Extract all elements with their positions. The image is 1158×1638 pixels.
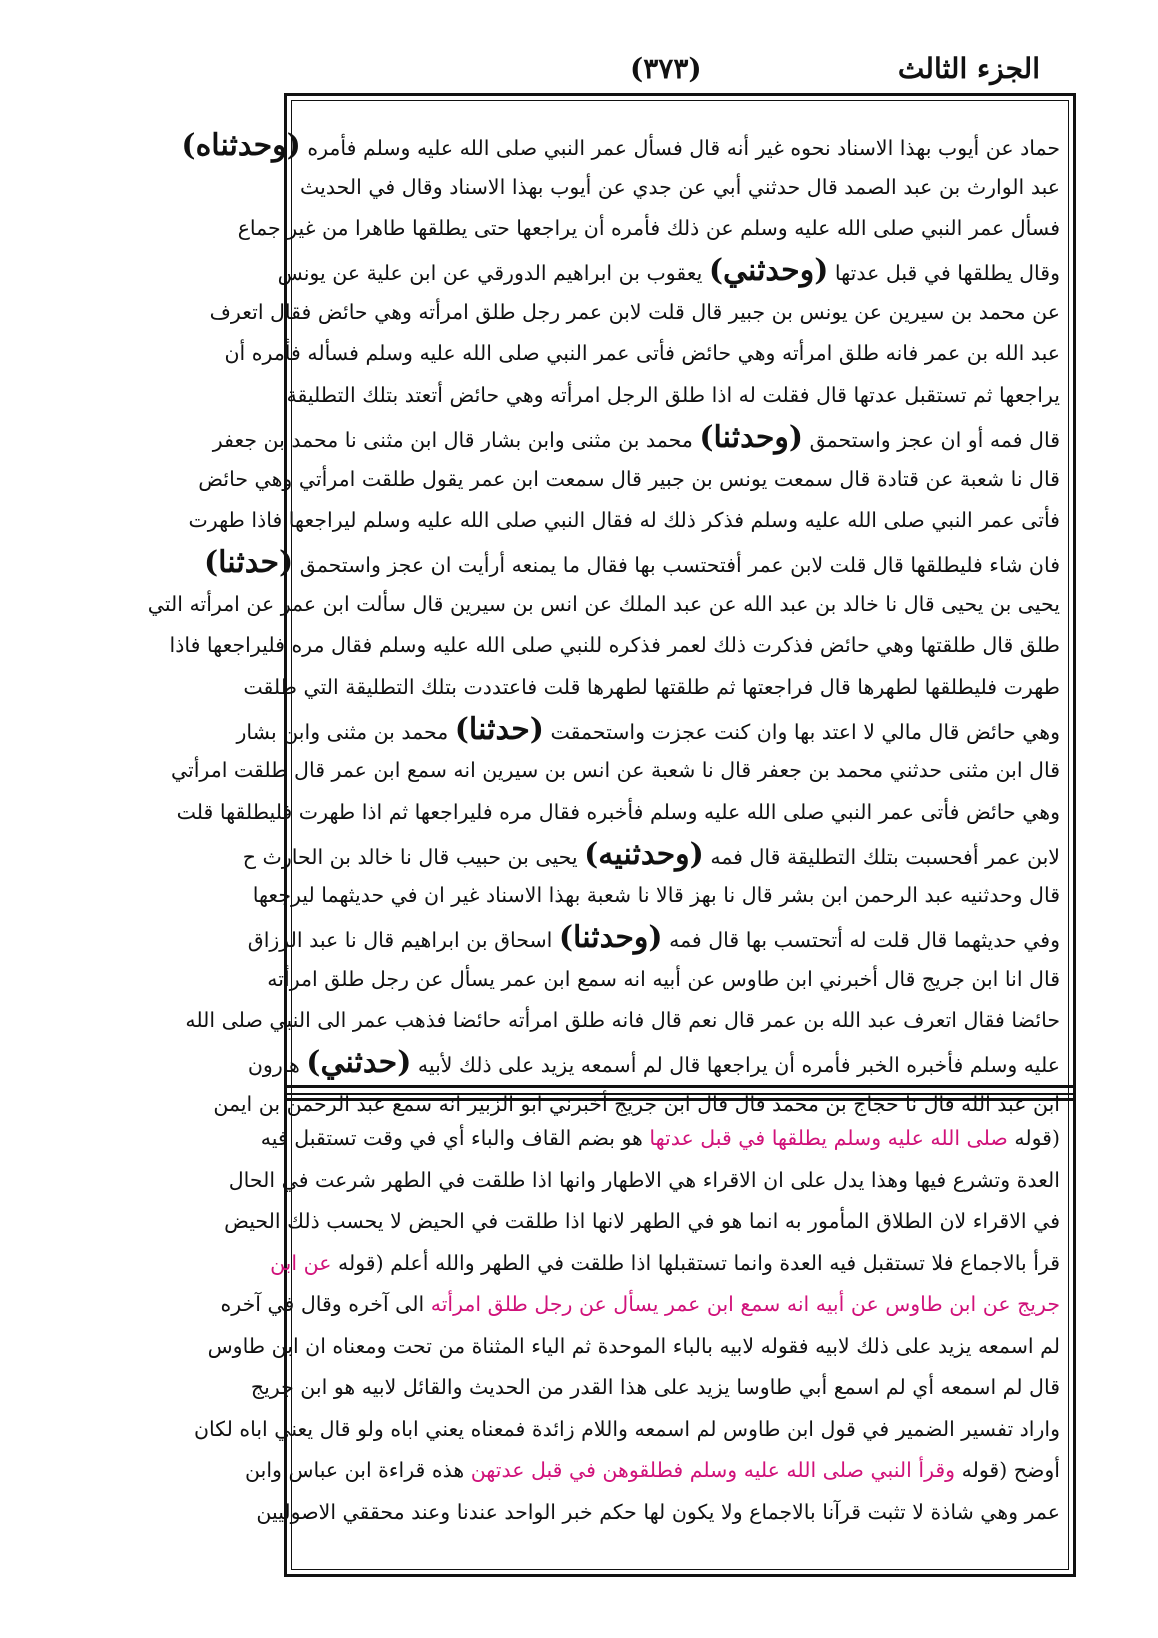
- hadith-line: [243, 667, 1060, 709]
- hadith-line: [185, 1000, 1060, 1042]
- narration-marker: (وحدثنيه): [584, 836, 704, 872]
- text-segment: اسحاق بن ابراهيم قال نا عبد الرزاق: [247, 928, 559, 953]
- hadith-line: [242, 834, 1060, 876]
- narration-marker: (حدثنا): [203, 544, 294, 580]
- page-header: [290, 52, 1080, 92]
- narration-marker: (وحدثناه): [181, 128, 301, 163]
- narration-marker: (وحدثني): [708, 253, 829, 289]
- text-segment: أوضح (قوله: [955, 1458, 1060, 1482]
- commentary-line: [245, 1450, 1060, 1492]
- text-segment: وهي حائض قال مالي لا اعتد بها وان كنت عجزت واستحمقت: [543, 719, 1060, 744]
- text-segment: عليه وسلم فأخبره الخبر فأمره أن يراجعها قال لم أسمعه يزيد على ذلك لأبيه: [411, 1053, 1060, 1078]
- hadith-line: [188, 500, 1060, 542]
- text-segment: قال ابن مثنى حدثني محمد بن جعفر قال نا شعبة عن انس بن سيرين انه سمع ابن عمر قال طلقت امرأتي: [170, 758, 1060, 783]
- text-segment: محمد بن مثنى وابن بشار: [236, 719, 455, 744]
- hadith-line: [212, 417, 1060, 459]
- hadith-text: [147, 125, 1060, 1126]
- text-segment: ابن عبد الله قال نا حجاج بن محمد قال قال ابن جريج أخبرني ابو الزبير انه سمع عبد الرحمن بن ايمن: [213, 1091, 1060, 1116]
- narration-marker: (وحدثنا): [558, 920, 663, 956]
- text-segment: وقال يطلقها في قبل عدتها: [828, 261, 1060, 286]
- quoted-text: عن ابن: [270, 1250, 332, 1275]
- text-segment: هذه قراءة ابن عباس وابن: [245, 1458, 471, 1482]
- commentary-line: [224, 1201, 1060, 1243]
- narration-marker: (حدثني): [306, 1045, 412, 1081]
- volume-title: الجزء الثالث: [897, 52, 1040, 85]
- quoted-text: صلى الله عليه وسلم يطلقها في قبل عدتها: [649, 1126, 1008, 1150]
- hadith-line: [176, 792, 1060, 834]
- hadith-line: [286, 375, 1060, 417]
- text-segment: هو بضم القاف والباء أي في وقت تستقبل فيه: [260, 1126, 650, 1150]
- quoted-text: وقرأ النبي صلى الله عليه وسلم فطلقوهن في قبل عدتهن: [470, 1458, 956, 1482]
- commentary-line: [270, 1243, 1060, 1285]
- text-segment: يحيى بن حبيب قال نا خالد بن الحارث ح: [242, 844, 585, 869]
- page-number: (٣٧٣): [630, 52, 702, 85]
- text-segment: عبد الوارث بن عبد الصمد قال حدثني أبي عن جدي عن أيوب بهذا الاسناد وقال في الحديث: [300, 174, 1060, 199]
- hadith-line: [237, 208, 1060, 250]
- commentary-line: [193, 1409, 1060, 1451]
- commentary-text: [193, 1118, 1060, 1533]
- text-segment: يراجعها ثم تستقبل عدتها قال فقلت له اذا طلق الرجل امرأته وهي حائض أتعتد بتلك التطليقة: [286, 383, 1060, 408]
- text-segment: قال انا ابن جريج قال أخبرني ابن طاوس عن أبيه انه سمع ابن عمر يسأل عن رجل طلق امرأته: [267, 966, 1060, 991]
- text-segment: حائضا فقال اتعرف عبد الله بن عمر قال نعم قال فانه طلق امرأته حائضا فذهب عمر الى النبي صلى الله: [185, 1008, 1060, 1033]
- commentary-line: [228, 1160, 1060, 1202]
- hadith-line: [247, 917, 1060, 959]
- text-segment: فسأل عمر النبي صلى الله عليه وسلم عن ذلك فأمره أن يراجعها حتى يطلقها طاهرا من غير جماع: [237, 216, 1060, 241]
- text-segment: لم اسمعه يزيد على ذلك لابيه فقوله لابيه بالباء الموحدة ثم الياء المثناة من تحت ومعناه ان ابن طاوس: [207, 1333, 1060, 1358]
- hadith-line: [300, 167, 1060, 209]
- text-segment: فان شاء فليطلقها قال قلت لابن عمر أفتحتسب بها فقال ما يمنعه أرأيت ان عجز واستحمق: [293, 552, 1060, 577]
- hadith-line: [181, 125, 1060, 167]
- text-segment: يعقوب بن ابراهيم الدورقي عن ابن علية عن يونس: [277, 261, 709, 286]
- text-segment: طلق قال طلقتها وهي حائض فذكرت ذلك لعمر فذكره للنبي صلى الله عليه وسلم فقال مره فليراجعها فاذا: [169, 633, 1060, 658]
- hadith-line: [209, 292, 1060, 334]
- text-segment: قال لم اسمعه أي لم اسمع أبي طاوسا يزيد على هذا القدر من الحديث والقائل لابيه هو ابن جريج: [250, 1375, 1060, 1399]
- hadith-line: [267, 959, 1060, 1001]
- hadith-line: [170, 750, 1060, 792]
- text-segment: فأتى عمر النبي صلى الله عليه وسلم فذكر ذلك له فقال النبي صلى الله عليه وسلم ليراجعها فاذا طهرت: [188, 508, 1060, 533]
- text-segment: الى آخره وقال في آخره: [220, 1292, 431, 1316]
- narration-marker: (وحدثنا): [699, 419, 804, 455]
- hadith-line: [236, 709, 1060, 751]
- text-segment: هارون: [247, 1053, 307, 1078]
- text-segment: عبد الله بن عمر فانه طلق امرأته وهي حائض فأتى عمر النبي صلى الله عليه وسلم فسأله فأمره أن: [224, 341, 1060, 366]
- text-segment: قال وحدثنيه عبد الرحمن ابن بشر قال نا بهز قالا نا شعبة بهذا الاسناد غير ان في حديثهما ليرجعها: [252, 883, 1060, 908]
- commentary-line: [256, 1492, 1060, 1534]
- hadith-line: [169, 625, 1060, 667]
- text-segment: حماد عن أيوب بهذا الاسناد نحوه غير أنه قال فسأل عمر النبي صلى الله عليه وسلم فأمره: [300, 136, 1060, 160]
- text-segment: يحيى بن يحيى قال نا خالد بن عبد الله عن عبد الملك عن انس بن سيرين قال سألت ابن عمر عن امرأته التي: [147, 591, 1060, 616]
- hadith-line: [252, 875, 1060, 917]
- text-segment: لابن عمر أفحسبت بتلك التطليقة قال فمه: [703, 844, 1060, 869]
- quoted-text: جريج عن ابن طاوس عن أبيه انه سمع ابن عمر يسأل عن رجل طلق امرأته: [430, 1292, 1060, 1316]
- text-segment: وهي حائض فأتى عمر النبي صلى الله عليه وسلم فأخبره فقال مره فليراجعها ثم اذا طهرت فليطلقها قلت: [176, 800, 1060, 824]
- hadith-line: [277, 250, 1060, 292]
- hadith-line: [224, 333, 1060, 375]
- text-segment: طهرت فليطلقها لطهرها قال فراجعتها ثم طلقتها لطهرها قلت فاعتددت بتلك التطليقة التي طلقت: [243, 674, 1060, 699]
- text-segment: وفي حديثهما قال قلت له أتحتسب بها قال فمه: [662, 928, 1060, 953]
- text-segment: (قوله: [1007, 1126, 1060, 1150]
- commentary-line: [250, 1367, 1060, 1409]
- commentary-line: [220, 1284, 1060, 1326]
- text-segment: واراد تفسير الضمير في قول ابن طاوس لم اسمعه واللام زائدة فمعناه يعني اباه ولو قال يعني اباه لكان: [193, 1416, 1060, 1441]
- hadith-line: [203, 542, 1060, 584]
- text-segment: قرأ بالاجماع فلا تستقبل فيه العدة وانما تستقبلها اذا طلقت في الطهر والله أعلم (قوله: [331, 1250, 1060, 1275]
- narration-marker: (حدثنا): [454, 711, 544, 747]
- text-segment: عمر وهي شاذة لا تثبت قرآنا بالاجماع ولا يكون لها حكم خبر الواحد عندنا وعند محققي الاصوليين: [256, 1499, 1060, 1524]
- hadith-line: [198, 459, 1060, 501]
- commentary-line: [207, 1326, 1060, 1368]
- text-segment: قال نا شعبة عن قتادة قال سمعت يونس بن جبير قال سمعت ابن عمر يقول طلقت امرأتي وهي حائض: [198, 466, 1060, 491]
- hadith-line: [247, 1042, 1060, 1084]
- text-segment: عن محمد بن سيرين عن يونس بن جبير قال قلت لابن عمر رجل طلق امرأته وهي حائض فقال اتعرف: [209, 299, 1060, 324]
- text-segment: في الاقراء لان الطلاق المأمور به انما هو في الطهر لانها اذا طلقت في الحيض لا يحسب ذلك الحيض: [224, 1209, 1060, 1233]
- text-segment: محمد بن مثنى وابن بشار قال ابن مثنى نا محمد بن جعفر: [212, 427, 700, 452]
- text-segment: قال فمه أو ان عجز واستحمق: [803, 427, 1060, 452]
- text-segment: العدة وتشرع فيها وهذا يدل على ان الاقراء هي الاطهار وانها اذا طلقت في الطهر شرعت في الحال: [228, 1167, 1060, 1192]
- hadith-line: [147, 584, 1060, 626]
- commentary-line: [260, 1118, 1060, 1160]
